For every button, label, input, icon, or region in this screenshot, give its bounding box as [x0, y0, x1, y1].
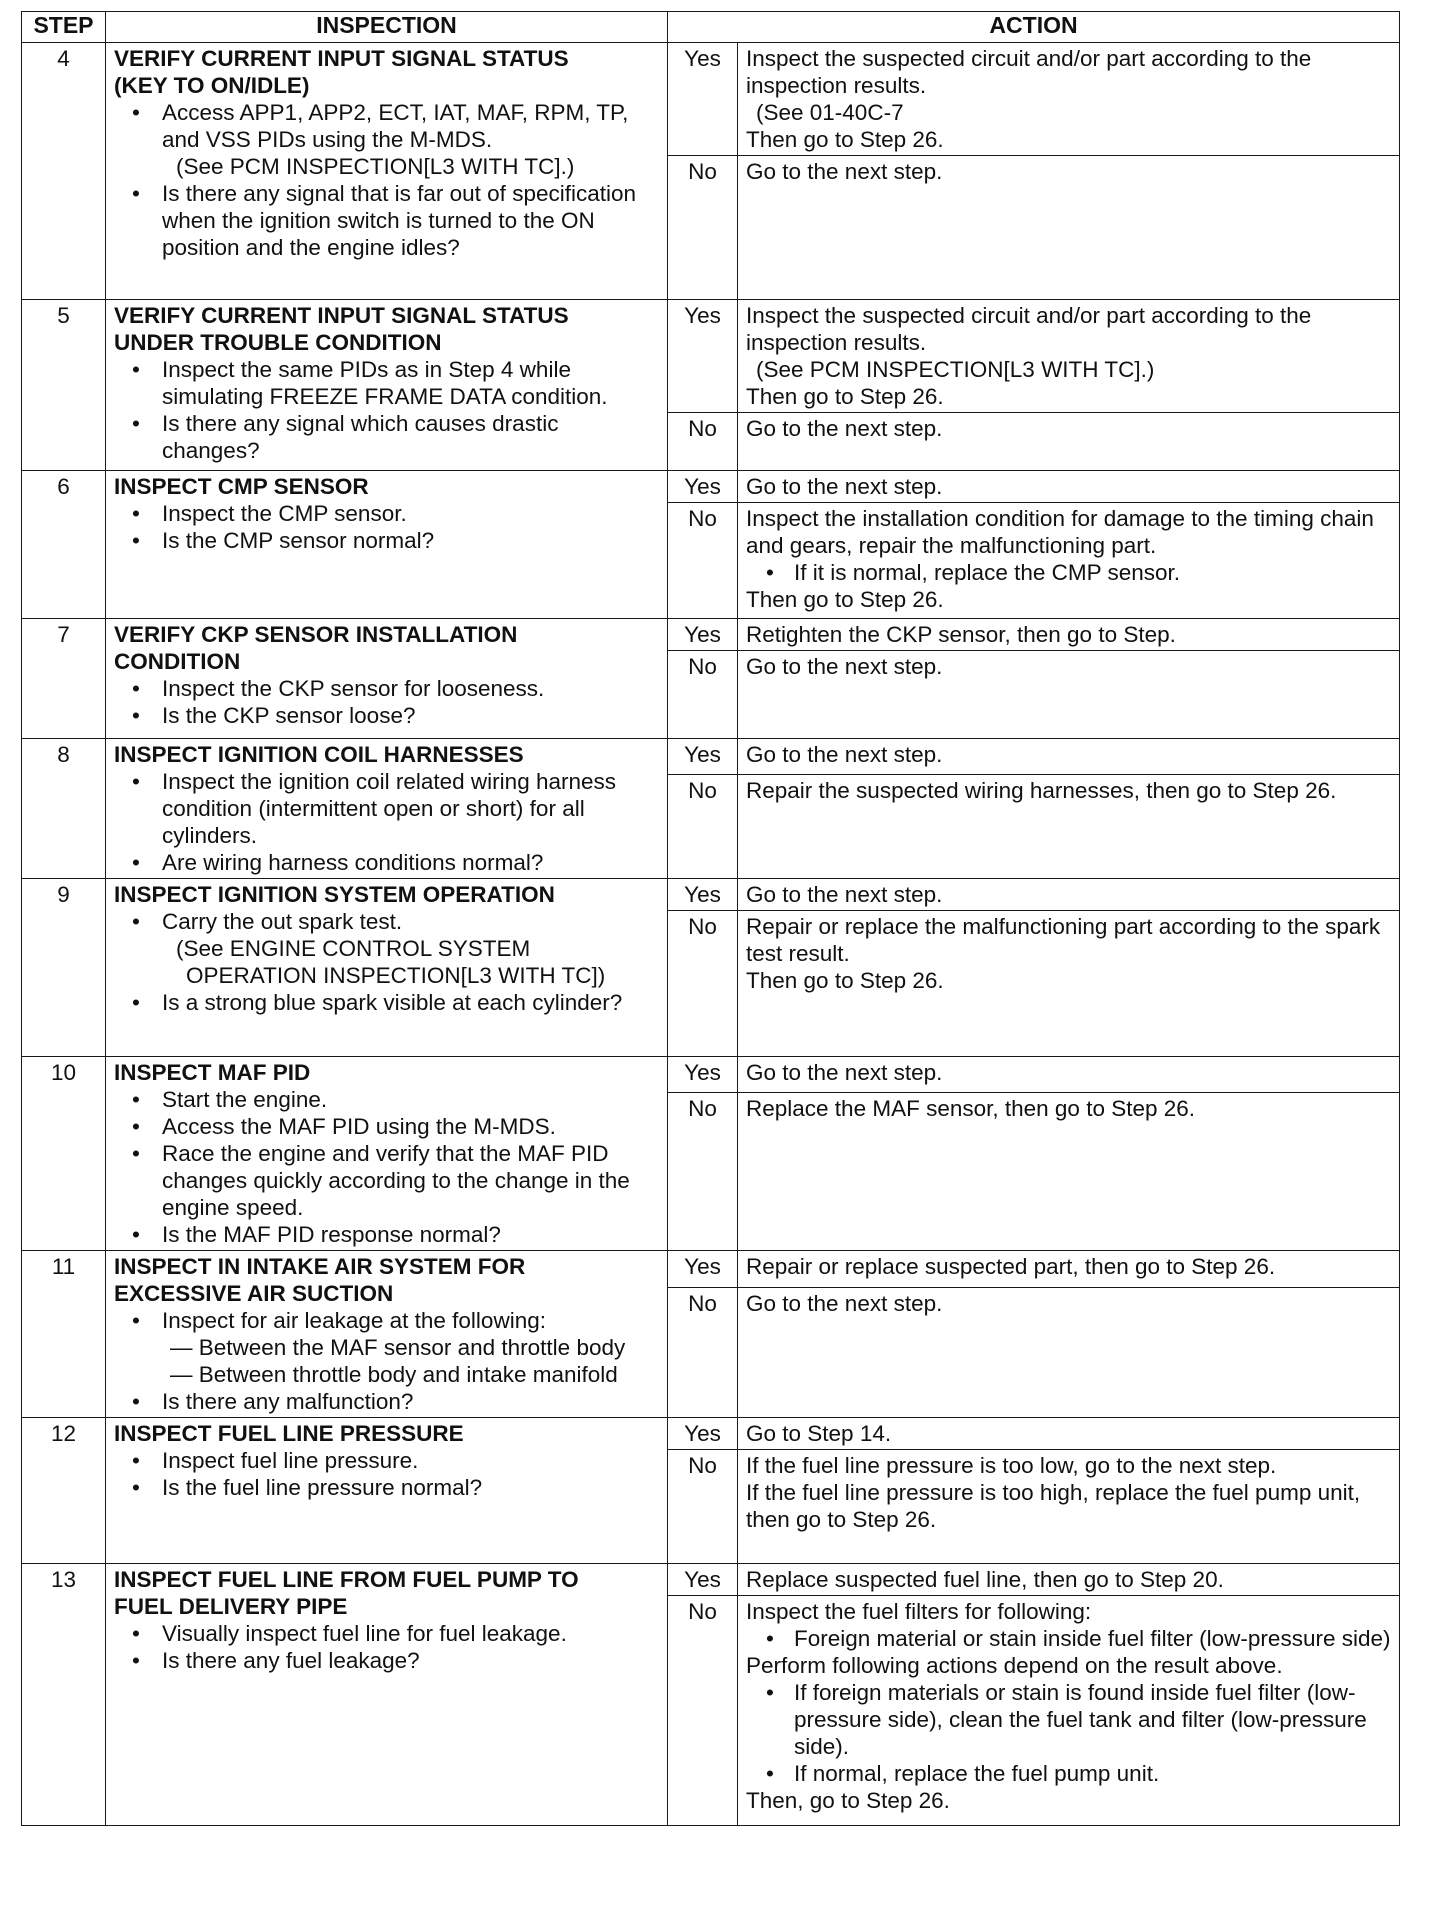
step-number: 7 [22, 619, 106, 739]
no-action [738, 911, 1400, 1057]
no-label: No [668, 156, 738, 300]
reference-text: (See ENGINE CONTROL SYSTEM [176, 936, 531, 961]
list-item: • Is there any fuel leakage? [162, 1647, 659, 1674]
inspection-list [114, 1307, 659, 1415]
action-text: Then go to Step 26. [746, 968, 944, 993]
list-item: • Is the CKP sensor loose? [162, 702, 659, 729]
yes-action: Go to the next step. [738, 471, 1400, 503]
inspection-cell [106, 1418, 668, 1564]
step-title: INSPECT FUEL LINE FROM FUEL PUMP TO [114, 1567, 579, 1592]
list-item: • Access APP1, APP2, ECT, IAT, MAF, RPM, TP, and VSS PIDs using the M-MDS. [162, 99, 659, 153]
table-row [22, 739, 1400, 775]
inspection-list [114, 675, 659, 729]
list-item: • Access the MAF PID using the M-MDS. [162, 1113, 659, 1140]
no-label: No [668, 1093, 738, 1251]
yes-action: Go to the next step. [738, 739, 1400, 775]
list-item: • Start the engine. [162, 1086, 659, 1113]
yes-action: Repair or replace suspected part, then go to Step 26. [738, 1251, 1400, 1288]
no-action: Go to the next step. [738, 1287, 1400, 1417]
action-text: Inspect the suspected circuit and/or part according to the inspection results. [746, 46, 1312, 98]
list-item: • Inspect the same PIDs as in Step 4 while simulating FREEZE FRAME DATA condition. [162, 356, 659, 410]
inspection-list [114, 356, 659, 464]
header-action: ACTION [668, 12, 1400, 43]
reference-text: (See PCM INSPECTION[L3 WITH TC].) [756, 357, 1155, 382]
list-item: • Is the CMP sensor normal? [162, 527, 659, 554]
list-item: • If normal, replace the fuel pump unit. [794, 1760, 1391, 1787]
table-row [22, 1057, 1400, 1093]
action-list [746, 1625, 1391, 1652]
action-text: Then go to Step 26. [746, 384, 944, 409]
inspection-cell [106, 1564, 668, 1826]
action-text: Inspect the fuel filters for following: [746, 1599, 1092, 1624]
yes-action: Go to Step 14. [738, 1418, 1400, 1450]
yes-action: Replace suspected fuel line, then go to Step 20. [738, 1564, 1400, 1596]
list-item: • Is there any signal which causes drastic changes? [162, 410, 659, 464]
action-text: If the fuel line pressure is too high, replace the fuel pump unit, [746, 1480, 1361, 1505]
step-number: 11 [22, 1251, 106, 1418]
table-row [22, 1251, 1400, 1288]
step-title: INSPECT IGNITION SYSTEM OPERATION [114, 882, 555, 907]
action-text: then go to Step 26. [746, 1507, 937, 1532]
yes-label: Yes [668, 879, 738, 911]
yes-label: Yes [668, 1564, 738, 1596]
no-action: Go to the next step. [738, 413, 1400, 471]
yes-label: Yes [668, 43, 738, 156]
table-row [22, 471, 1400, 503]
table-row [22, 1418, 1400, 1450]
list-item: • Inspect for air leakage at the following: [162, 1307, 659, 1334]
list-item: • If it is normal, replace the CMP sensor. [794, 559, 1391, 586]
yes-label: Yes [668, 300, 738, 413]
step-number: 13 [22, 1564, 106, 1826]
inspection-list [114, 99, 659, 261]
list-item: • Foreign material or stain inside fuel filter (low-pressure side) [794, 1625, 1391, 1652]
no-action [738, 503, 1400, 619]
table-row [22, 300, 1400, 413]
yes-label: Yes [668, 471, 738, 503]
inspection-cell [106, 879, 668, 1057]
inspection-list [114, 768, 659, 876]
yes-action: Retighten the CKP sensor, then go to Step. [738, 619, 1400, 651]
reference-text: OPERATION INSPECTION[L3 WITH TC]) [186, 963, 606, 988]
list-item: • Is the fuel line pressure normal? [162, 1474, 659, 1501]
list-item: • Is there any malfunction? [162, 1388, 659, 1415]
inspection-list [114, 500, 659, 554]
list-item: • Are wiring harness conditions normal? [162, 849, 659, 876]
list-item: • Inspect the CKP sensor for looseness. [162, 675, 659, 702]
no-label: No [668, 1596, 738, 1826]
yes-label: Yes [668, 1418, 738, 1450]
inspection-list [114, 908, 659, 1016]
table-row [22, 43, 1400, 156]
step-title: VERIFY CURRENT INPUT SIGNAL STATUS [114, 46, 569, 71]
action-list [746, 559, 1391, 586]
action-text: Then, go to Step 26. [746, 1788, 950, 1813]
no-label: No [668, 774, 738, 878]
yes-label: Yes [668, 739, 738, 775]
list-item: • If foreign materials or stain is found inside fuel filter (low-pressure side), clean the fuel tank and filter (low-pressure side). [794, 1679, 1391, 1760]
list-item: • Race the engine and verify that the MAF PID changes quickly according to the change in the engine speed. [162, 1140, 659, 1221]
step-number: 5 [22, 300, 106, 471]
list-item: • Visually inspect fuel line for fuel leakage. [162, 1620, 659, 1647]
list-item: • Inspect fuel line pressure. [162, 1447, 659, 1474]
no-action: Go to the next step. [738, 156, 1400, 300]
inspection-cell [106, 619, 668, 739]
no-action: Go to the next step. [738, 651, 1400, 739]
sub-item: — Between the MAF sensor and throttle body [170, 1335, 626, 1360]
reference-text: (See 01-40C-7 [756, 100, 904, 125]
inspection-list [114, 1086, 659, 1248]
action-list [746, 1679, 1391, 1787]
inspection-cell [106, 43, 668, 300]
step-number: 4 [22, 43, 106, 300]
step-title: VERIFY CKP SENSOR INSTALLATION [114, 622, 518, 647]
no-action: Repair the suspected wiring harnesses, then go to Step 26. [738, 774, 1400, 878]
yes-action: Go to the next step. [738, 879, 1400, 911]
yes-label: Yes [668, 1057, 738, 1093]
inspection-list [114, 1620, 659, 1674]
list-item: • Inspect the ignition coil related wiring harness condition (intermittent open or short) for all cylinders. [162, 768, 659, 849]
yes-label: Yes [668, 1251, 738, 1288]
action-text: Then go to Step 26. [746, 127, 944, 152]
header-inspection: INSPECTION [106, 12, 668, 43]
step-title: INSPECT IN INTAKE AIR SYSTEM FOR [114, 1254, 526, 1279]
step-number: 8 [22, 739, 106, 879]
step-title: VERIFY CURRENT INPUT SIGNAL STATUS [114, 303, 569, 328]
table-row [22, 879, 1400, 911]
list-item: • Is a strong blue spark visible at each cylinder? [162, 989, 659, 1016]
no-label: No [668, 911, 738, 1057]
inspection-cell [106, 1251, 668, 1418]
action-text: Perform following actions depend on the result above. [746, 1653, 1283, 1678]
inspection-cell [106, 471, 668, 619]
header-step: STEP [22, 12, 106, 43]
list-item: • Carry the out spark test. [162, 908, 659, 935]
yes-label: Yes [668, 619, 738, 651]
action-text: Then go to Step 26. [746, 587, 944, 612]
sub-item: — Between throttle body and intake manifold [170, 1362, 618, 1387]
no-label: No [668, 1287, 738, 1417]
yes-action: Go to the next step. [738, 1057, 1400, 1093]
step-title: FUEL DELIVERY PIPE [114, 1594, 348, 1619]
no-label: No [668, 503, 738, 619]
action-text: Inspect the suspected circuit and/or part according to the inspection results. [746, 303, 1312, 355]
step-number: 6 [22, 471, 106, 619]
no-label: No [668, 413, 738, 471]
list-item: • Is the MAF PID response normal? [162, 1221, 659, 1248]
action-text: Inspect the installation condition for damage to the timing chain and gears, repair the malfunctioning part. [746, 506, 1374, 558]
no-label: No [668, 651, 738, 739]
table-header-row [22, 12, 1400, 43]
list-item: • Inspect the CMP sensor. [162, 500, 659, 527]
step-title: (KEY TO ON/IDLE) [114, 73, 310, 98]
step-number: 10 [22, 1057, 106, 1251]
step-title: INSPECT CMP SENSOR [114, 474, 369, 499]
no-action [738, 1596, 1400, 1826]
yes-action [738, 43, 1400, 156]
step-title: INSPECT MAF PID [114, 1060, 311, 1085]
reference-text: (See PCM INSPECTION[L3 WITH TC].) [176, 154, 575, 179]
action-text: If the fuel line pressure is too low, go to the next step. [746, 1453, 1277, 1478]
no-action: Replace the MAF sensor, then go to Step 26. [738, 1093, 1400, 1251]
step-title: INSPECT FUEL LINE PRESSURE [114, 1421, 464, 1446]
table-row [22, 619, 1400, 651]
action-text: Repair or replace the malfunctioning part according to the spark test result. [746, 914, 1381, 966]
inspection-cell [106, 1057, 668, 1251]
table-row [22, 1564, 1400, 1596]
step-title: EXCESSIVE AIR SUCTION [114, 1281, 394, 1306]
step-number: 12 [22, 1418, 106, 1564]
inspection-cell [106, 300, 668, 471]
no-action [738, 1450, 1400, 1564]
list-item: • Is there any signal that is far out of specification when the ignition switch is turned to the ON position and the engine idles? [162, 180, 659, 261]
inspection-list [114, 1447, 659, 1501]
step-title: CONDITION [114, 649, 241, 674]
step-title: INSPECT IGNITION COIL HARNESSES [114, 742, 524, 767]
yes-action [738, 300, 1400, 413]
step-number: 9 [22, 879, 106, 1057]
step-title: UNDER TROUBLE CONDITION [114, 330, 442, 355]
inspection-cell [106, 739, 668, 879]
no-label: No [668, 1450, 738, 1564]
diagnostic-table [21, 11, 1400, 1826]
